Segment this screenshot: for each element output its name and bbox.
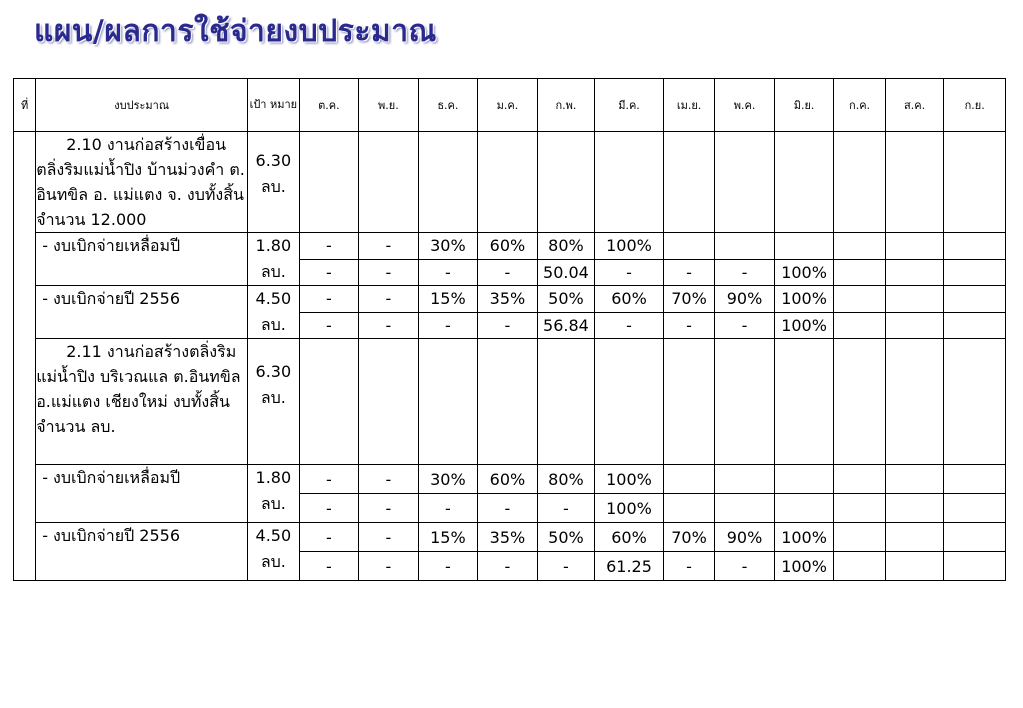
item-label: - งบเบิกจ่ายปี 2556 — [36, 286, 248, 339]
plan-value-cell: - — [359, 465, 419, 494]
plan-value-cell — [663, 465, 714, 494]
plan-value-cell: - — [299, 465, 359, 494]
result-value-cell: - — [299, 259, 359, 286]
header-month: ก.ย. — [944, 79, 1006, 132]
result-value-cell: - — [663, 552, 714, 581]
row-number-cell — [14, 132, 36, 581]
empty-month-cell — [418, 339, 478, 465]
empty-month-cell — [663, 339, 714, 465]
result-value-cell: 50.04 — [537, 259, 595, 286]
result-value-cell: - — [418, 259, 478, 286]
item-plan-row — [14, 465, 1006, 494]
plan-value-cell: 90% — [715, 523, 775, 552]
plan-value-cell — [834, 523, 885, 552]
plan-value-cell: 100% — [774, 286, 834, 313]
header-month: พ.ย. — [359, 79, 419, 132]
empty-month-cell — [834, 339, 885, 465]
result-value-cell — [715, 494, 775, 523]
result-value-cell: - — [595, 259, 664, 286]
plan-value-cell — [715, 233, 775, 260]
plan-value-cell — [834, 286, 885, 313]
item-label: - งบเบิกจ่ายเหลื่อมปี — [36, 465, 248, 523]
result-value-cell — [834, 552, 885, 581]
empty-month-cell — [595, 339, 664, 465]
result-value-cell: 100% — [774, 552, 834, 581]
result-value-cell — [944, 494, 1006, 523]
header-month: ส.ค. — [885, 79, 944, 132]
empty-month-cell — [885, 132, 944, 233]
plan-value-cell: - — [299, 233, 359, 260]
plan-value-cell: 80% — [537, 233, 595, 260]
plan-value-cell: 80% — [537, 465, 595, 494]
result-value-cell: 61.25 — [595, 552, 664, 581]
plan-value-cell — [944, 523, 1006, 552]
plan-value-cell: - — [299, 286, 359, 313]
empty-month-cell — [774, 132, 834, 233]
result-value-cell: - — [663, 259, 714, 286]
result-value-cell: 56.84 — [537, 312, 595, 339]
empty-month-cell — [537, 132, 595, 233]
empty-month-cell — [774, 339, 834, 465]
result-value-cell — [834, 259, 885, 286]
plan-value-cell — [944, 465, 1006, 494]
item-target: 4.50 ลบ. — [248, 286, 299, 339]
item-label: - งบเบิกจ่ายปี 2556 — [36, 523, 248, 581]
project-heading-row — [14, 339, 1006, 465]
empty-month-cell — [944, 132, 1006, 233]
empty-month-cell — [595, 132, 664, 233]
plan-value-cell: 60% — [595, 523, 664, 552]
page-title: แผน/ผลการใช้จ่ายงบประมาณ — [34, 14, 437, 49]
plan-value-cell: 90% — [715, 286, 775, 313]
empty-month-cell — [359, 339, 419, 465]
item-plan-row — [14, 523, 1006, 552]
empty-month-cell — [359, 132, 419, 233]
result-value-cell: - — [663, 312, 714, 339]
result-value-cell: - — [359, 312, 419, 339]
result-value-cell — [834, 312, 885, 339]
plan-value-cell — [944, 233, 1006, 260]
plan-value-cell — [885, 523, 944, 552]
result-value-cell: - — [478, 552, 538, 581]
header-month: ม.ค. — [478, 79, 538, 132]
result-value-cell: - — [359, 494, 419, 523]
result-value-cell: - — [478, 259, 538, 286]
result-value-cell — [944, 259, 1006, 286]
header-month: มิ.ย. — [774, 79, 834, 132]
plan-value-cell — [885, 233, 944, 260]
plan-value-cell — [885, 465, 944, 494]
plan-value-cell: 15% — [418, 286, 478, 313]
plan-value-cell: - — [299, 523, 359, 552]
result-value-cell: - — [299, 312, 359, 339]
result-value-cell — [885, 312, 944, 339]
plan-value-cell — [834, 465, 885, 494]
empty-month-cell — [478, 132, 538, 233]
empty-month-cell — [944, 339, 1006, 465]
header-month: พ.ค. — [715, 79, 775, 132]
result-value-cell: - — [537, 494, 595, 523]
result-value-cell: 100% — [774, 259, 834, 286]
result-value-cell — [944, 552, 1006, 581]
project-heading-row — [14, 132, 1006, 233]
plan-value-cell: 60% — [478, 465, 538, 494]
plan-value-cell: - — [359, 523, 419, 552]
plan-value-cell: 30% — [418, 233, 478, 260]
header-month: ธ.ค. — [418, 79, 478, 132]
result-value-cell — [944, 312, 1006, 339]
result-value-cell — [663, 494, 714, 523]
result-value-cell: - — [299, 552, 359, 581]
header-month: ก.พ. — [537, 79, 595, 132]
plan-value-cell: 15% — [418, 523, 478, 552]
empty-month-cell — [663, 132, 714, 233]
plan-value-cell — [944, 286, 1006, 313]
plan-value-cell: 35% — [478, 286, 538, 313]
plan-value-cell — [774, 465, 834, 494]
result-value-cell: - — [715, 259, 775, 286]
plan-value-cell: 60% — [478, 233, 538, 260]
project-heading-text: 2.11 งานก่อสร้างตลิ่งริมแม่น้ำปิง บริเวณแล ต.อินทขิล อ.แม่แตง เชียงใหม่ งบทั้งสิ้น จำนวน ลบ. — [36, 342, 241, 436]
empty-month-cell — [715, 132, 775, 233]
empty-month-cell — [537, 339, 595, 465]
header-month: มี.ค. — [595, 79, 664, 132]
result-value-cell — [885, 552, 944, 581]
plan-value-cell: 70% — [663, 523, 714, 552]
result-value-cell: - — [359, 552, 419, 581]
header-month: เม.ย. — [663, 79, 714, 132]
plan-value-cell: 100% — [595, 465, 664, 494]
empty-month-cell — [299, 132, 359, 233]
plan-value-cell — [885, 286, 944, 313]
empty-month-cell — [418, 132, 478, 233]
result-value-cell — [774, 494, 834, 523]
header-budget: งบประมาณ — [36, 79, 248, 132]
project-target: 6.30 ลบ. — [248, 339, 299, 465]
result-value-cell — [885, 259, 944, 286]
result-value-cell: 100% — [774, 312, 834, 339]
empty-month-cell — [478, 339, 538, 465]
plan-value-cell — [774, 233, 834, 260]
result-value-cell: - — [418, 312, 478, 339]
result-value-cell: - — [715, 312, 775, 339]
empty-month-cell — [834, 132, 885, 233]
plan-value-cell — [715, 465, 775, 494]
result-value-cell: - — [418, 494, 478, 523]
plan-value-cell: 30% — [418, 465, 478, 494]
result-value-cell: - — [478, 494, 538, 523]
result-value-cell: - — [595, 312, 664, 339]
plan-value-cell: 100% — [774, 523, 834, 552]
budget-plan-table — [13, 78, 1006, 581]
table-body — [14, 132, 1006, 581]
item-target: 1.80 ลบ. — [248, 233, 299, 286]
result-value-cell: - — [299, 494, 359, 523]
result-value-cell: 100% — [595, 494, 664, 523]
plan-value-cell: 70% — [663, 286, 714, 313]
result-value-cell: - — [537, 552, 595, 581]
project-heading — [36, 132, 248, 233]
result-value-cell — [885, 494, 944, 523]
item-target: 1.80 ลบ. — [248, 465, 299, 523]
header-month: ก.ค. — [834, 79, 885, 132]
result-value-cell: - — [715, 552, 775, 581]
empty-month-cell — [885, 339, 944, 465]
empty-month-cell — [299, 339, 359, 465]
header-month: ต.ค. — [299, 79, 359, 132]
header-no: ที่ — [14, 79, 36, 132]
result-value-cell — [834, 494, 885, 523]
result-value-cell: - — [478, 312, 538, 339]
header-row — [14, 79, 1006, 132]
plan-value-cell — [834, 233, 885, 260]
project-heading — [36, 339, 248, 465]
result-value-cell: - — [418, 552, 478, 581]
item-label: - งบเบิกจ่ายเหลื่อมปี — [36, 233, 248, 286]
plan-value-cell: 50% — [537, 286, 595, 313]
plan-value-cell — [663, 233, 714, 260]
plan-value-cell: 60% — [595, 286, 664, 313]
item-plan-row — [14, 286, 1006, 313]
header-target: เป้า หมาย — [248, 79, 299, 132]
item-target: 4.50 ลบ. — [248, 523, 299, 581]
item-plan-row — [14, 233, 1006, 260]
empty-month-cell — [715, 339, 775, 465]
plan-value-cell: - — [359, 286, 419, 313]
plan-value-cell: 100% — [595, 233, 664, 260]
project-target: 6.30 ลบ. — [248, 132, 299, 233]
plan-value-cell: - — [359, 233, 419, 260]
plan-value-cell: 50% — [537, 523, 595, 552]
project-heading-text: 2.10 งานก่อสร้างเขื่อนตลิ่งริมแม่น้ำปิง บ้านม่วงคำ ต. อินทขิล อ. แม่แตง จ. งบทั้งสิ้น จำนวน 12.000 — [36, 135, 245, 229]
result-value-cell: - — [359, 259, 419, 286]
plan-value-cell: 35% — [478, 523, 538, 552]
